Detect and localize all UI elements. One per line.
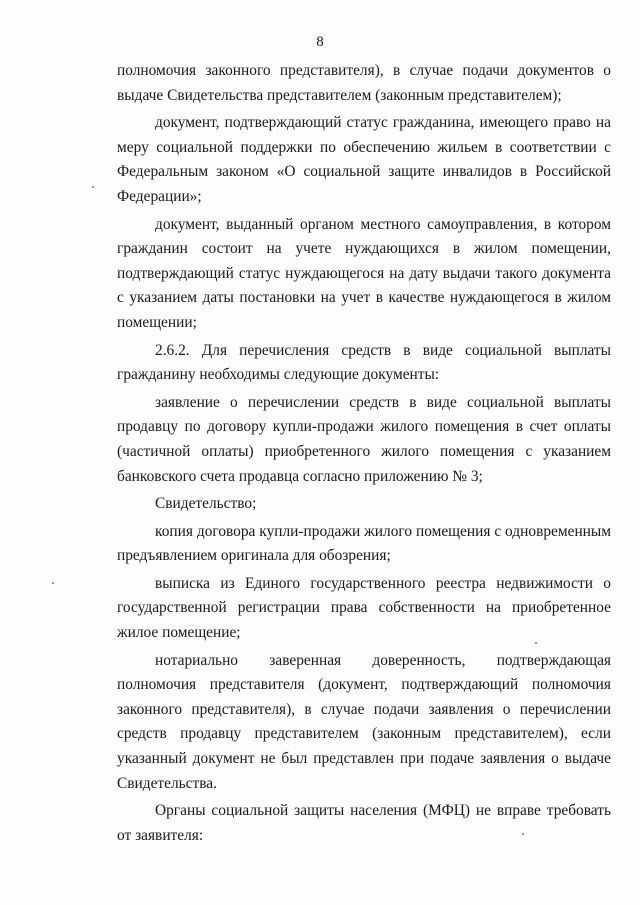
paragraph-certificate: Свидетельство;: [155, 495, 257, 513]
paragraph-transfer-application: заявление о перечислении средств в виде социальной выплаты продавцу по договору купли-продажи жилого помещения в счет оплаты (частичной оплаты) приобретенного жилого помещения с указанием банковского счета продавца согласно приложению № 3;: [117, 393, 611, 485]
scan-speck: [522, 833, 524, 835]
paragraph-registry-extract: выписка из Единого государственного реестра недвижимости о государственной регистрации права собственности на приобретенное жилое помещение;: [117, 574, 611, 642]
paragraph-representative-powers: полномочия законного представителя), в случае подачи документов о выдаче Свидетельства представителем (законным представителем);: [117, 62, 611, 104]
section-heading-2-6-2: 2.6.2. Для перечисления средств в виде социальной выплаты гражданину необходимы следующие документы:: [117, 341, 611, 384]
paragraph-local-government-document: документ, выданный органом местного самоуправления, в котором гражданин состоит на учете нуждающихся в жилом помещении, подтверждающий статус нуждающегося на дату выдачи такого документа с указанием даты постановки на учет в качестве нуждающегося в жилом помещении;: [117, 215, 611, 331]
scan-speck: [52, 582, 54, 584]
paragraph-power-of-attorney: нотариально заверенная доверенность, подтверждающая полномочия представителя (документ, подтверждающий полномочия законного представителя), в случае подачи заявления о перечислении средств продавцу представителем (законным представителем), если указанный документ не был представлен при подаче заявления о выдаче Свидетельства.: [117, 651, 611, 792]
scan-speck: [92, 186, 94, 188]
paragraph-contract-copy: копия договора купли-продажи жилого помещения с одновременным предъявлением оригинала для обозрения;: [117, 522, 611, 565]
page-number: 8: [316, 34, 324, 50]
scan-speck: [535, 642, 537, 644]
paragraph-status-document: документ, подтверждающий статус гражданина, имеющего право на меру социальной поддержки по обеспечению жильем в соответствии с Федеральным законом «О социальной защите инвалидов в Российской Федерации»;: [117, 114, 611, 205]
document-body: [117, 59, 611, 851]
paragraph-social-protection-authorities: Органы социальной защиты населения (МФЦ) не вправе требовать от заявителя:: [117, 802, 611, 844]
